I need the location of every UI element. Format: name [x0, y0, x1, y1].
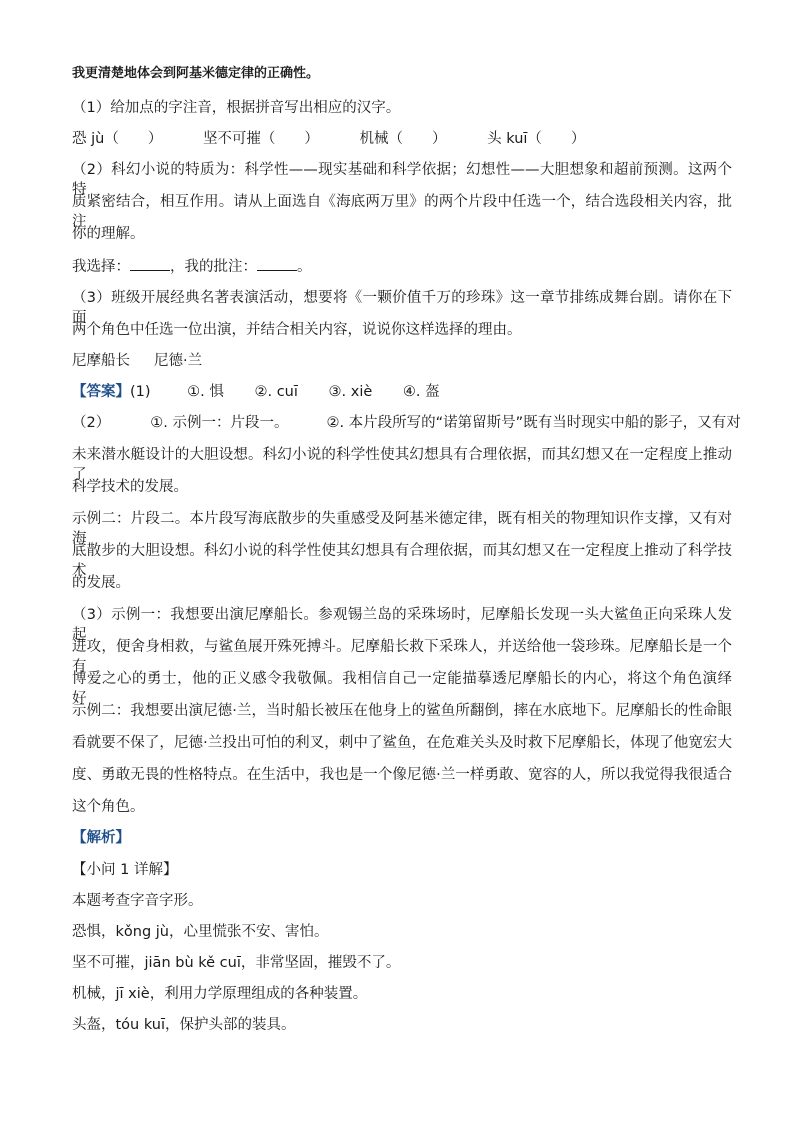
answer-part: (1) [130, 384, 151, 400]
choice-end: 。 [297, 259, 312, 275]
answer-3-line-1: （3）示例一：我想要出演尼摩船长。参观锡兰岛的采珠场时，尼摩船长发现一头大鲨鱼正向采珠人发起 [72, 607, 732, 643]
choice-blank [130, 256, 170, 271]
answer-3-line-7: 这个角色。 [72, 799, 145, 815]
answer-item-1: ①. 惧 [187, 384, 224, 400]
example-2-line-3: 的发展。 [72, 575, 130, 591]
question-2-line-1: （2）科幻小说的特质为：科学性——现实基础和科学依据；幻想性——大胆想象和超前预测。这两个特 [72, 162, 732, 198]
answer-2-line-3: 科学技术的发展。 [72, 479, 188, 495]
question-2-line-3: 你的理解。 [72, 226, 145, 242]
answer-2-item-2: ②. 本片段所写的“诺第留斯号”既有当时现实中船的影子，又有对 [326, 415, 741, 431]
pinyin-item-4: 头 kuī（ ） [487, 131, 586, 147]
answer-2-item-1: ①. 示例一：片段一。 [150, 415, 289, 431]
answer-2-part: （2） [72, 415, 111, 431]
answer-item-3: ③. xiè [328, 384, 373, 400]
question-3-line-1: （3）班级开展经典名著表演活动，想要将《一颗价值千万的珍珠》这一章节排练成舞台剧。请你在下面 [72, 290, 732, 326]
role-2: 尼德·兰 [154, 353, 203, 369]
sub-question-1-title: 【小问 1 详解】 [72, 862, 178, 878]
intro-line: 我更清楚地体会到阿基米德定律的正确性。 [72, 66, 320, 81]
answer-2-line-1 [72, 413, 741, 433]
pinyin-item-3: 机械（ ） [359, 131, 447, 147]
pinyin-item-1: 恐 jù（ ） [72, 131, 163, 147]
answer-3-line-3: 博爱之心的勇士，他的正义感令我敬佩。我相信自己一定能描摹透尼摩船长的内心，将这个角色演绎好。 [72, 671, 732, 707]
pinyin-items-row [72, 129, 732, 149]
annotation-label: ，我的批注： [170, 259, 257, 275]
answer-3-line-6: 度、勇敢无畏的性格特点。在生活中，我也是一个像尼德·兰一样勇敢、宽容的人，所以我觉得我很适合 [72, 767, 732, 783]
annotation-blank [257, 256, 297, 271]
answer-2-line-2: 未来潜水艇设计的大胆设想。科幻小说的科学性使其幻想具有合理依据，而其幻想又在一定程度上推动了 [72, 447, 732, 483]
question-2-line-2: 质紧密结合，相互作用。请从上面选自《海底两万里》的两个片段中任选一个，结合选段相关内容，批注 [72, 194, 732, 230]
analysis-line-2: 恐惧，kǒng jù，心里慌张不安、害怕。 [72, 924, 329, 940]
example-2-line-1: 示例二：片段二。本片段写海底散步的失重感受及阿基米德定律，既有相关的物理知识作支撑，又有对海 [72, 511, 732, 547]
example-2-line-2: 底散步的大胆设想。科幻小说的科学性使其幻想具有合理依据，而其幻想又在一定程度上推动了科学技术 [72, 543, 732, 579]
answer-tag: 【答案】 [72, 384, 130, 400]
answer-3-line-4: 示例二：我想要出演尼德·兰，当时船长被压在他身上的鲨鱼所翻倒，摔在水底地下。尼摩船长的性命眼 [72, 703, 732, 719]
roles-line [72, 351, 732, 371]
choice-line [72, 256, 732, 277]
analysis-line-1: 本题考查字音字形。 [72, 893, 203, 909]
analysis-line-4: 机械，jī xiè，利用力学原理组成的各种装置。 [72, 986, 368, 1002]
question-1: （1）给加点的字注音，根据拼音写出相应的汉字。 [72, 100, 401, 116]
question-3-line-2: 两个角色中任选一位出演，并结合相关内容，说说你这样选择的理由。 [72, 322, 522, 338]
answer-line [72, 382, 732, 402]
analysis-line-3: 坚不可摧，jiān bù kě cuī，非常坚固，摧毁不了。 [72, 955, 401, 971]
role-1: 尼摩船长 [72, 353, 130, 369]
analysis-tag: 【解析】 [72, 830, 130, 846]
answer-3-line-5: 看就要不保了，尼德·兰投出可怕的利叉，刺中了鲨鱼，在危难关头及时救下尼摩船长，体现了他宽宏大 [72, 735, 732, 751]
answer-item-4: ④. 盔 [402, 384, 440, 400]
answer-3-line-2: 进攻，便舍身相救，与鲨鱼展开殊死搏斗。尼摩船长救下采珠人，并送给他一袋珍珠。尼摩船长是一个有 [72, 639, 732, 675]
pinyin-item-2: 坚不可摧（ ） [202, 131, 319, 147]
answer-item-2: ②. cuī [254, 384, 298, 400]
analysis-line-5: 头盔，tóu kuī，保护头部的装具。 [72, 1017, 296, 1033]
choice-label: 我选择： [72, 259, 130, 275]
